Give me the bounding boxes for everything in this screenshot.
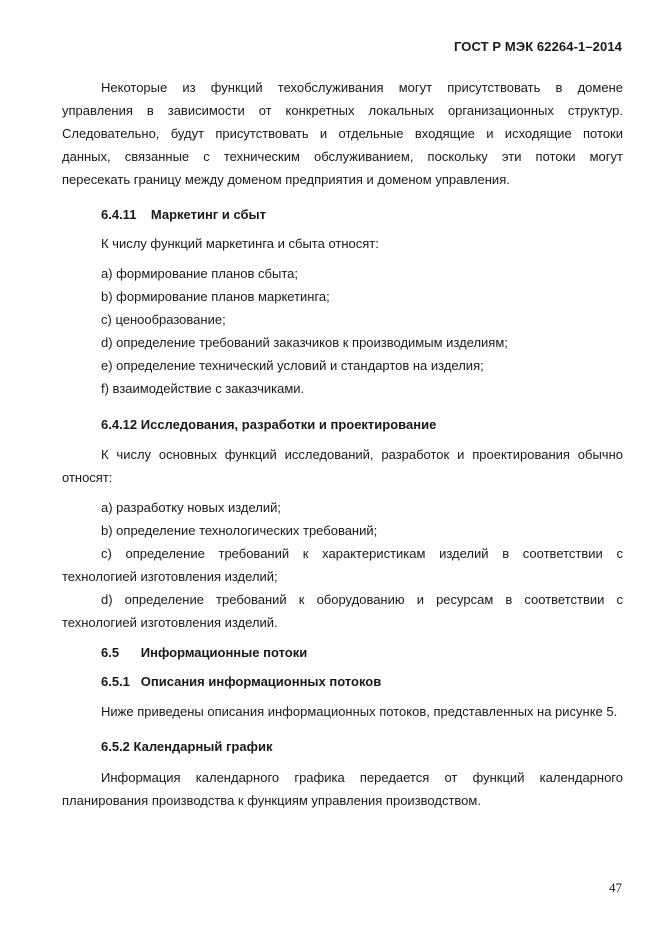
list-item: технологией изготовления изделий. (62, 615, 278, 630)
list-item: f) взаимодействие с заказчиками. (101, 381, 305, 396)
section-heading: 6.5.1 Описания информационных потоков (101, 674, 382, 689)
list-item: b) формирование планов маркетинга; (101, 289, 330, 304)
section-heading: 6.5 Информационные потоки (101, 645, 308, 660)
page-number: 47 (609, 880, 622, 895)
list-item: a) разработку новых изделий; (101, 500, 282, 515)
list-item: c) определение требований к характеристикам изделий в соответствии с (101, 546, 623, 561)
section-intro: К числу функций маркетинга и сбыта относят: (101, 236, 379, 251)
list-item: d) определение требований к оборудованию и ресурсам в соответствии с (101, 592, 623, 607)
paragraph-line: пересекать границу между доменом предприятия и доменом управления. (62, 172, 510, 187)
section-heading: 6.4.11 Маркетинг и сбыт (101, 207, 266, 222)
list-item: e) определение технический условий и стандартов на изделия; (101, 358, 484, 373)
section-text: Ниже приведены описания информационных потоков, представленных на рисунке 5. (101, 704, 618, 719)
paragraph-line: Некоторые из функций техобслуживания могут присутствовать в домене (101, 80, 623, 95)
section-intro: К числу основных функций исследований, разработок и проектирования обычно (101, 447, 623, 462)
section-text: Информация календарного графика передается от функций календарного (101, 770, 623, 785)
paragraph-line: управления в зависимости от конкретных локальных организационных структур. (62, 103, 623, 118)
paragraph-line: данных, связанные с техническим обслуживанием, поскольку эти потоки могут (62, 149, 623, 164)
section-heading: 6.4.12 Исследования, разработки и проектирование (101, 417, 437, 432)
paragraph-line: Следовательно, будут присутствовать и отдельные входящие и исходящие потоки (62, 126, 623, 141)
list-item: c) ценообразование; (101, 312, 226, 327)
section-text: планирования производства к функциям управления производством. (62, 793, 481, 808)
section-heading: 6.5.2 Календарный график (101, 739, 273, 754)
list-item: технологией изготовления изделий; (62, 569, 278, 584)
list-item: b) определение технологических требований; (101, 523, 378, 538)
document-header: ГОСТ Р МЭК 62264-1–2014 (454, 39, 622, 54)
list-item: d) определение требований заказчиков к производимым изделиям; (101, 335, 508, 350)
list-item: a) формирование планов сбыта; (101, 266, 298, 281)
section-intro: относят: (62, 470, 113, 485)
